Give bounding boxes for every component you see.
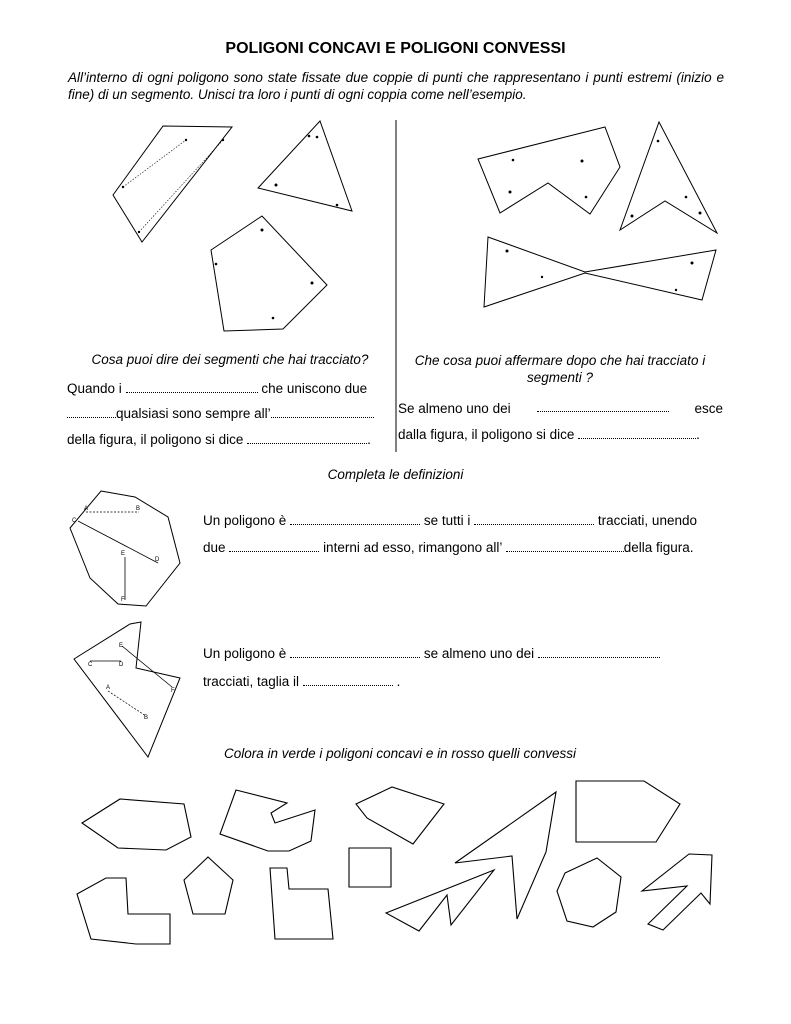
blank-segmenti[interactable] [126, 382, 258, 393]
blank-def-contorno[interactable] [303, 675, 393, 686]
shape-concave-dart [386, 870, 494, 931]
shape-hexagon-wide [82, 799, 191, 850]
blank-def-punti[interactable] [229, 541, 319, 552]
fig1-label-c: C [72, 518, 77, 524]
left-line-3 [67, 432, 371, 447]
shape-square [349, 848, 391, 887]
convex-def-1b: se tutti i [423, 513, 471, 528]
blank-segmenti-right[interactable] [537, 401, 669, 412]
convex-def-2b: interni ad esso, rimangono all’ [323, 540, 502, 555]
left-line-1-b: che uniscono due [261, 381, 368, 396]
fig2-label-c: C [88, 662, 93, 668]
blank-def-interno[interactable] [506, 541, 624, 552]
fig2-label-a: A [106, 685, 111, 691]
concave-def-2a: tracciati, taglia il [203, 674, 300, 689]
fig1-label-f: F [121, 597, 125, 603]
fig1-label-a: A [84, 506, 89, 512]
left-line-3-end: . [367, 432, 371, 447]
left-question: Cosa puoi dire dei segmenti che hai tracciato? [91, 352, 369, 367]
convex-triangle-shape [258, 121, 352, 211]
fig2-label-e: E [119, 643, 124, 649]
concave-bowtie-shape [484, 237, 716, 307]
convex-quad-shape [113, 126, 232, 242]
shape-heptagon [557, 858, 621, 927]
convex-def-2c: della figura. [623, 540, 694, 555]
concave-arrow-shape [620, 122, 717, 233]
blank-def-segmenti[interactable] [474, 514, 594, 525]
right-line-1 [398, 401, 723, 416]
convex-def-2a: due [203, 540, 226, 555]
concave-def-1b: se almeno uno dei [423, 646, 535, 661]
right-question: Che cosa puoi affermare dopo che hai tracciato i segmenti ? [414, 353, 706, 385]
shape-concave-hook [220, 790, 315, 851]
shape-concave-arrow-up [642, 854, 712, 930]
blank-convesso[interactable] [247, 433, 367, 444]
blank-concavo[interactable] [578, 428, 696, 439]
blank-def-segmenti-2[interactable] [538, 647, 660, 658]
shape-concave-notch [270, 868, 333, 939]
concave-def-line-1 [203, 646, 660, 661]
convex-pentagon-shape [211, 216, 327, 331]
convex-def-1a: Un poligono è [203, 513, 287, 528]
fig1-label-b: B [136, 506, 141, 512]
right-line-2-end: . [696, 427, 700, 442]
concave-def-2b: . [396, 674, 401, 689]
fig1-label-e: E [121, 551, 126, 557]
fig2-label-d: D [119, 662, 124, 668]
fig2-label-b: B [144, 715, 149, 721]
blank-punti[interactable] [67, 407, 116, 418]
fig1-label-d: D [155, 557, 160, 563]
concave-def-line-2 [203, 674, 400, 689]
concave-hexagon-shape [478, 127, 620, 214]
left-line-3-a: della figura, il poligono si dice [67, 432, 244, 447]
definitions-heading: Completa le definizioni [327, 467, 464, 482]
shape-concave-l [77, 878, 170, 944]
blank-def-convesso[interactable] [290, 514, 420, 525]
blank-def-concavo[interactable] [290, 647, 420, 658]
fig2-label-f: F [171, 688, 175, 694]
convex-def-1c: tracciati, unendo [597, 513, 697, 528]
right-line-1-b: esce [694, 401, 723, 416]
blank-interno[interactable] [271, 407, 374, 418]
color-task-heading: Colora in verde i poligoni concavi e in rosso quelli convessi [224, 746, 576, 761]
right-line-2-a: dalla figura, il poligono si dice [398, 427, 575, 442]
left-line-2 [67, 406, 374, 421]
instructions-text: All’interno di ogni poligono sono state fissate due coppie di punti che rappresentano i punti estremi (inizio e fine) di un segmento. Unisci tra loro i punti di ogni coppia come nell’esempio. [68, 70, 724, 102]
convex-def-line-1 [203, 513, 697, 528]
left-line-1-a: Quando i [67, 381, 122, 396]
right-line-1-a: Se almeno uno dei [398, 401, 511, 416]
convex-def-line-2 [203, 540, 693, 555]
shape-convex-pentagon-house [576, 781, 680, 842]
shape-parallelogram [356, 787, 444, 844]
concave-def-1a: Un poligono è [203, 646, 287, 661]
page-title: POLIGONI CONCAVI E POLIGONI CONVESSI [225, 40, 566, 57]
shape-pentagon [184, 857, 233, 914]
left-line-1 [67, 381, 367, 396]
right-line-2 [398, 427, 700, 442]
left-line-2-a: qualsiasi sono sempre all’ [116, 406, 271, 421]
